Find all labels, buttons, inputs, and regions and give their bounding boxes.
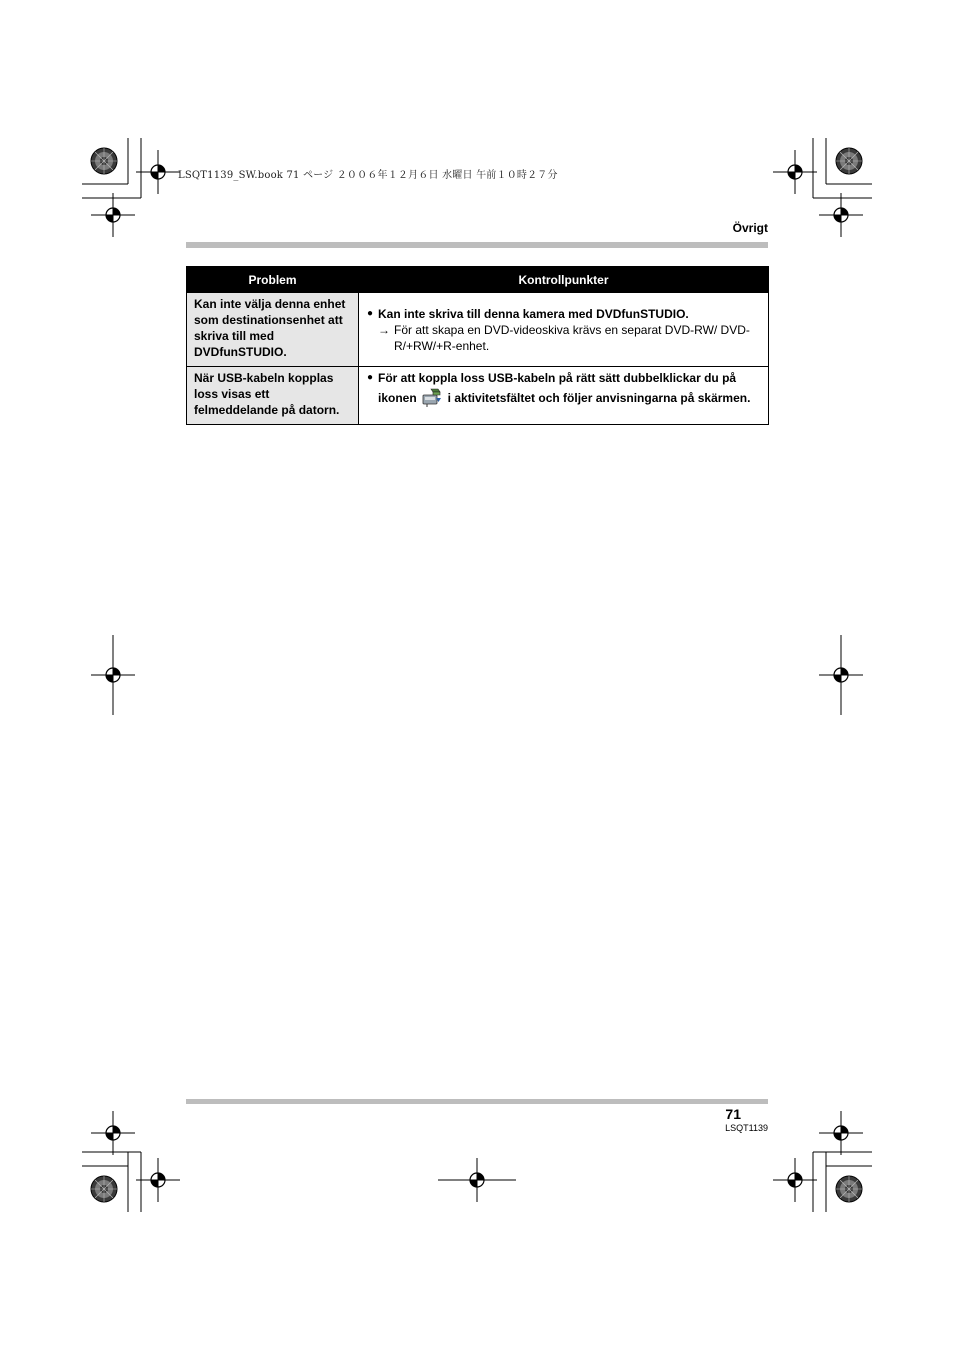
print-info-line: LSQT1139_SW.book 71 ページ ２００６年１２月６日 水曜日 午前１０時２７分: [178, 170, 558, 181]
checkpoint-text-before-icon: För att koppla loss USB-kabeln på rätt sätt dubbelklickar du på ikonen: [378, 371, 737, 405]
checkpoint-cell: [359, 293, 769, 367]
section-title: Övrigt: [732, 221, 768, 235]
table-row: [187, 367, 769, 425]
column-header-problem: Problem: [187, 267, 359, 293]
checkpoint-text-after-icon: i aktivitetsfältet och följer anvisningarna på skärmen.: [447, 391, 751, 405]
problem-cell: När USB-kabeln kopplas loss visas ett felmeddelande på datorn.: [187, 367, 359, 425]
header-rule: [186, 242, 768, 248]
bullet-icon: ●: [367, 307, 374, 319]
problem-cell: Kan inte välja denna enhet som destinationsenhet att skriva till med DVDfunSTUDIO.: [187, 293, 359, 367]
troubleshooting-table: [186, 266, 769, 425]
checkpoint-text: Kan inte skriva till denna kamera med DVDfunSTUDIO.: [378, 306, 689, 321]
checkpoint-cell: [359, 367, 769, 425]
checkpoint-bullet: [367, 370, 760, 408]
checkpoint-remedy: [367, 322, 760, 354]
table-row: [187, 293, 769, 367]
checkpoint-bullet: [367, 306, 760, 322]
document-code: LSQT1139: [725, 1123, 768, 1133]
safely-remove-hardware-icon: [421, 386, 443, 408]
bullet-icon: ●: [367, 372, 374, 383]
column-header-checkpoints: Kontrollpunkter: [359, 267, 769, 293]
remedy-text: För att skapa en DVD-videoskiva krävs en separat DVD-RW/ DVD-R/+RW/+R-enhet.: [394, 322, 750, 353]
page-number: 71: [725, 1106, 741, 1122]
table-header-row: [187, 267, 769, 293]
footer-rule: [186, 1099, 768, 1104]
arrow-icon: →: [378, 322, 390, 337]
checkpoint-text: [378, 370, 760, 408]
